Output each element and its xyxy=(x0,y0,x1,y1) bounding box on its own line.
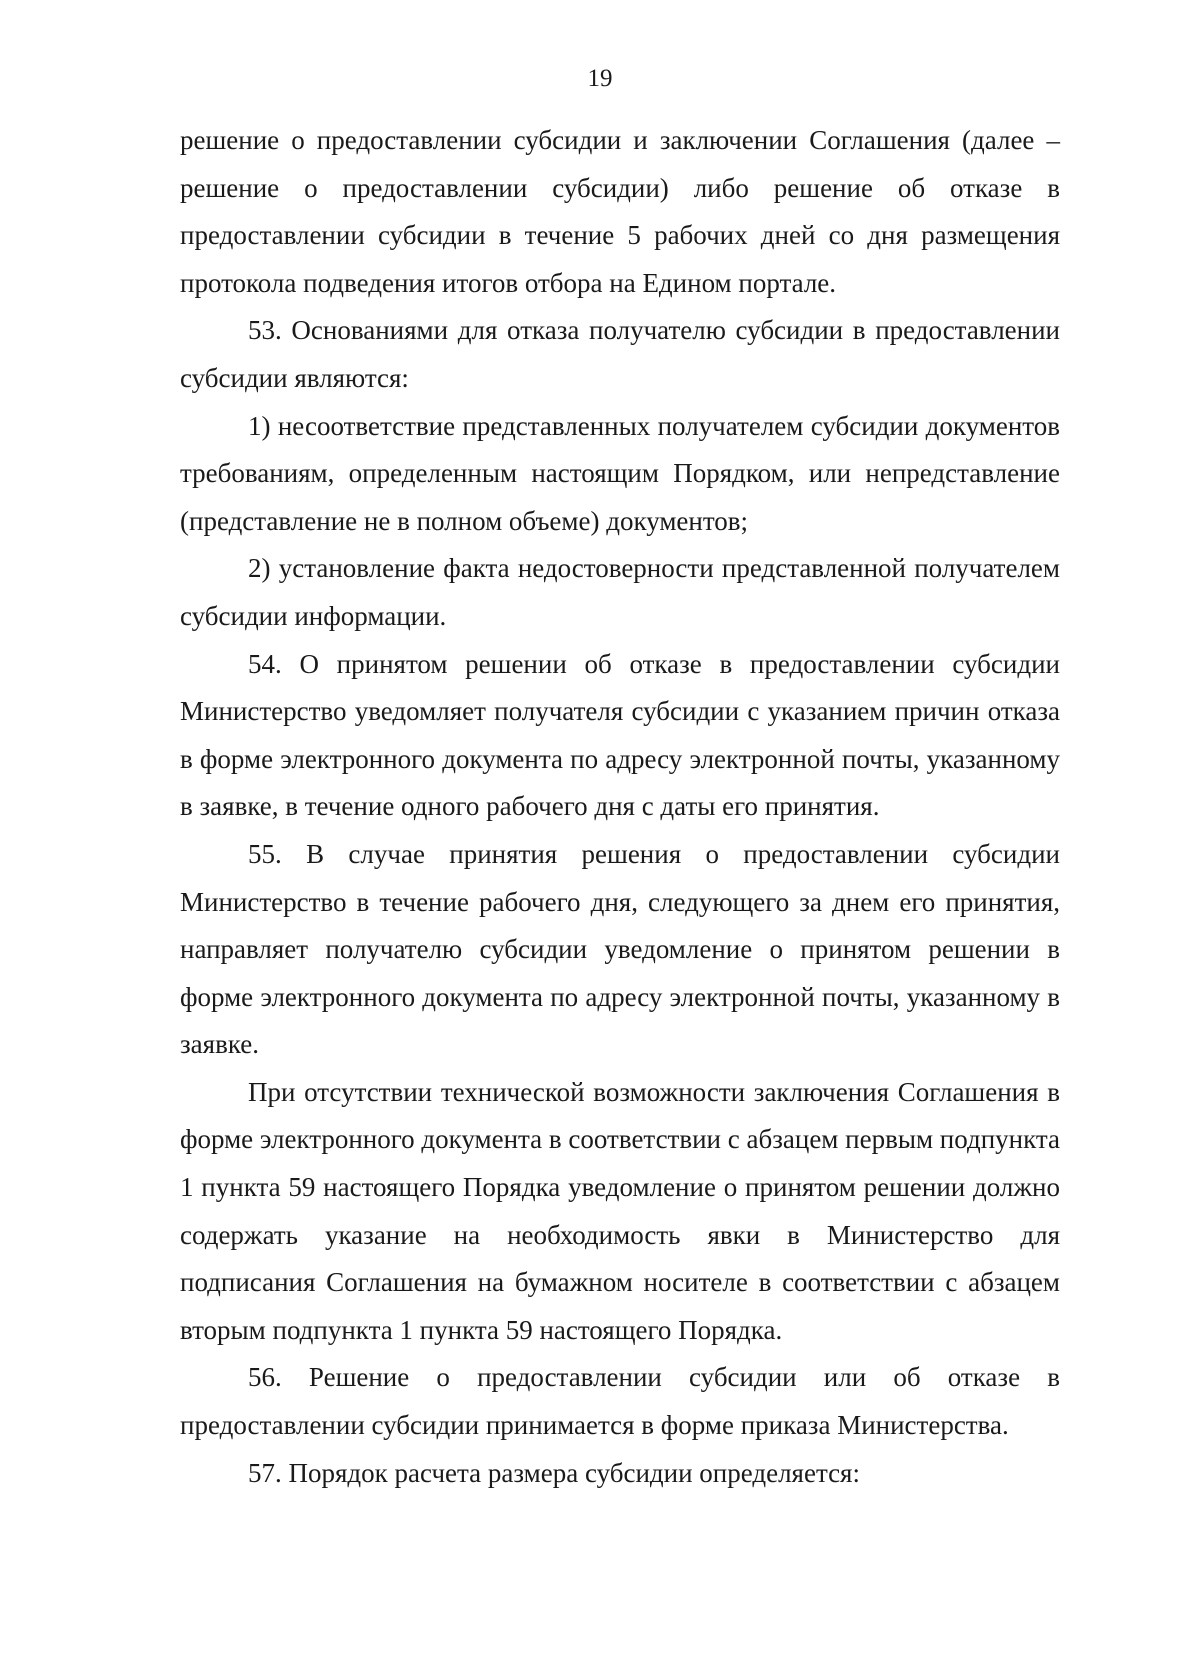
paragraph-54: 54. О принятом решении об отказе в предоставлении субсидии Министерство уведомляет получателя субсидии с указанием причин отказа в форме электронного документа по адресу электронной почты, указанному в заявке, в течение одного рабочего дня с даты его принятия. xyxy=(180,648,1060,822)
paragraph-57: 57. Порядок расчета размера субсидии определяется: xyxy=(248,1457,860,1488)
paragraph-56: 56. Решение о предоставлении субсидии или об отказе в предоставлении субсидии принимается в форме приказа Министерства. xyxy=(180,1362,1060,1441)
document-body xyxy=(180,117,1060,1497)
paragraph-53-item-1: 1) несоответствие представленных получателем субсидии документов требованиям, определенным настоящим Порядком, или непредставление (представление не в полном объеме) документов; xyxy=(180,410,1060,536)
paragraph-55: 55. В случае принятия решения о предоставлении субсидии Министерство в течение рабочего дня, следующего за днем его принятия, направляет получателю субсидии уведомление о принятом решении в форме электронного документа по адресу электронной почты, указанному в заявке. xyxy=(180,838,1060,1060)
paragraph-53-item-2: 2) установление факта недостоверности представленной получателем субсидии информации. xyxy=(180,553,1060,631)
paragraph-55-subparagraph: При отсутствии технической возможности заключения Соглашения в форме электронного документа в соответствии с абзацем первым подпункта 1 пункта 59 настоящего Порядка уведомление о принятом решении должно содержать указание на необходимость явки в Министерство для подписания Соглашения на бумажном носителе в соответствии с абзацем вторым подпункта 1 пункта 59 настоящего Порядка. xyxy=(180,1076,1060,1345)
page-number: 19 xyxy=(587,65,613,92)
paragraph-decision-continuation: решение о предоставлении субсидии и заключении Соглашения (далее – решение о предоставлении субсидии) либо решение об отказе в предоставлении субсидии в течение 5 рабочих дней со дня размещения протокола подведения итогов отбора на Едином портале. xyxy=(180,125,1060,298)
paragraph-53: 53. Основаниями для отказа получателю субсидии в предоставлении субсидии являются: xyxy=(180,315,1060,393)
